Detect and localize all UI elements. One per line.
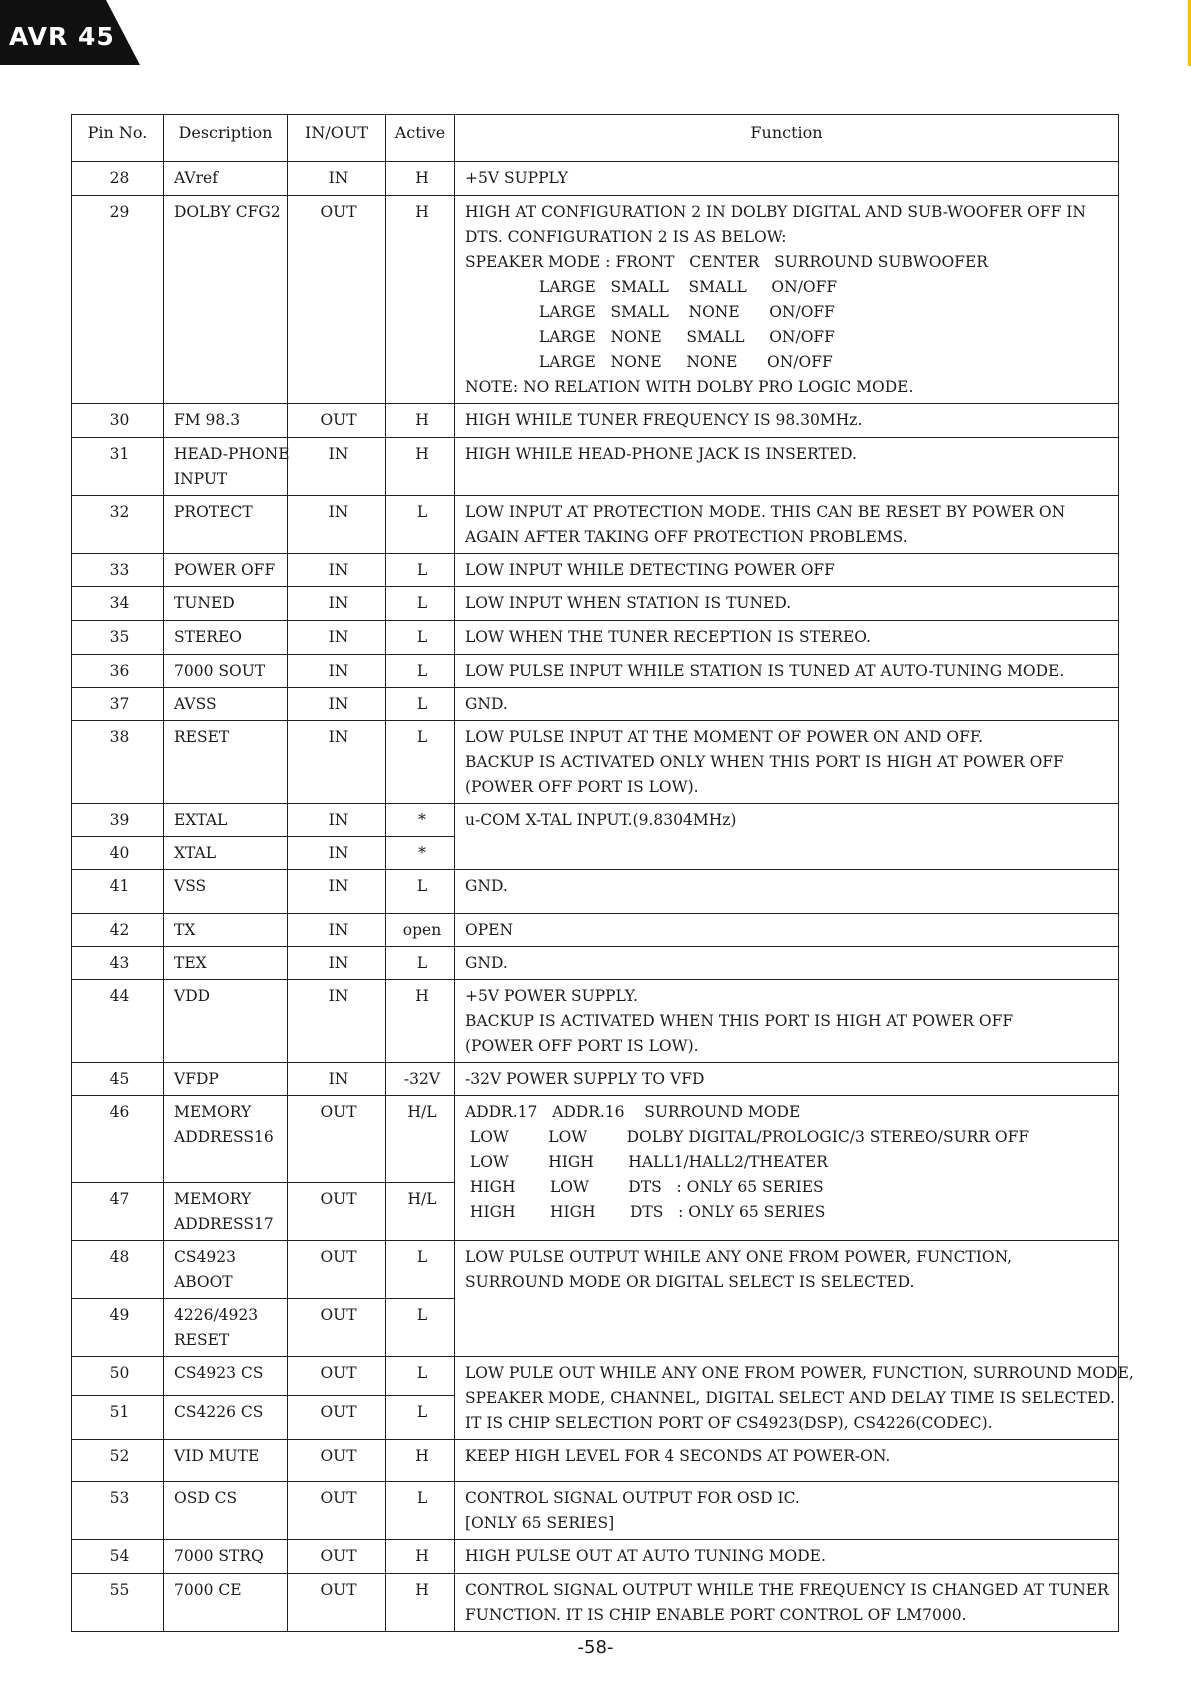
header-active: Active <box>386 115 455 162</box>
pin-number: 29 <box>72 196 164 404</box>
description-line: 7000 SOUT <box>174 662 266 680</box>
function-line: AGAIN AFTER TAKING OFF PROTECTION PROBLEMS. <box>465 528 908 546</box>
function-line: LOW PULSE OUTPUT WHILE ANY ONE FROM POWER, FUNCTION, <box>465 1248 1013 1266</box>
description-line: RESET <box>174 728 230 746</box>
pin-description <box>164 587 288 621</box>
pin-active-level: L <box>386 947 455 980</box>
pin-function <box>455 1096 1119 1241</box>
pin-direction: OUT <box>288 1096 386 1183</box>
pin-active-level: H <box>386 1440 455 1482</box>
function-line: HIGH PULSE OUT AT AUTO TUNING MODE. <box>465 1547 826 1565</box>
pin-active-level: H/L <box>386 1096 455 1183</box>
pin-active-level: -32V <box>386 1063 455 1096</box>
pin-active-level: L <box>386 1396 455 1440</box>
function-line: LOW WHEN THE TUNER RECEPTION IS STEREO. <box>465 628 871 646</box>
pin-function <box>455 1574 1119 1632</box>
pin-direction: OUT <box>288 1299 386 1357</box>
table-row <box>72 870 1119 914</box>
pin-description <box>164 1063 288 1096</box>
description-line: PROTECT <box>174 503 253 521</box>
pin-direction: OUT <box>288 1482 386 1540</box>
function-line: GND. <box>465 695 508 713</box>
function-line: LARGE SMALL SMALL ON/OFF <box>465 278 838 296</box>
pin-description <box>164 162 288 196</box>
pin-function <box>455 721 1119 804</box>
pin-function <box>455 980 1119 1063</box>
table-row <box>72 404 1119 438</box>
function-line: DTS. CONFIGURATION 2 IS AS BELOW: <box>465 228 787 246</box>
pin-active-level: L <box>386 1357 455 1396</box>
pin-active-level: H <box>386 162 455 196</box>
function-line: +5V POWER SUPPLY. <box>465 987 638 1005</box>
pin-number: 50 <box>72 1357 164 1396</box>
pin-active-level: L <box>386 655 455 688</box>
pin-direction: IN <box>288 870 386 914</box>
model-label: AVR 45 <box>9 22 115 51</box>
function-line: HIGH HIGH DTS : ONLY 65 SERIES <box>465 1203 826 1221</box>
pin-function <box>455 1440 1119 1482</box>
pin-description <box>164 196 288 404</box>
description-line: VSS <box>174 877 207 895</box>
pin-direction: OUT <box>288 1440 386 1482</box>
pin-direction: IN <box>288 947 386 980</box>
pin-active-level: * <box>386 804 455 837</box>
function-line: LOW LOW DOLBY DIGITAL/PROLOGIC/3 STEREO/SURR OFF <box>465 1128 1030 1146</box>
pin-active-level: H <box>386 1574 455 1632</box>
pin-description <box>164 496 288 554</box>
function-line: GND. <box>465 954 508 972</box>
pin-number: 46 <box>72 1096 164 1183</box>
pin-direction: IN <box>288 837 386 870</box>
description-line: MEMORY <box>174 1190 252 1208</box>
pin-function <box>455 1482 1119 1540</box>
pin-number: 42 <box>72 914 164 947</box>
pin-number: 45 <box>72 1063 164 1096</box>
table-row <box>72 1096 1119 1183</box>
table-row <box>72 804 1119 837</box>
pin-direction: OUT <box>288 1540 386 1574</box>
pin-function <box>455 587 1119 621</box>
pin-description <box>164 870 288 914</box>
function-line: KEEP HIGH LEVEL FOR 4 SECONDS AT POWER-ON. <box>465 1447 891 1465</box>
description-line: FM 98.3 <box>174 411 241 429</box>
description-line: TX <box>174 921 196 939</box>
pin-description <box>164 804 288 837</box>
description-line: HEAD-PHONE <box>174 445 290 463</box>
table-row <box>72 1482 1119 1540</box>
table-row <box>72 1063 1119 1096</box>
function-line: LOW INPUT WHILE DETECTING POWER OFF <box>465 561 835 579</box>
pin-function <box>455 621 1119 655</box>
pin-number: 28 <box>72 162 164 196</box>
pin-number: 44 <box>72 980 164 1063</box>
function-line: HIGH WHILE HEAD-PHONE JACK IS INSERTED. <box>465 445 857 463</box>
header-description: Description <box>164 115 288 162</box>
table-row <box>72 1241 1119 1299</box>
pin-description <box>164 404 288 438</box>
pin-active-level: H <box>386 196 455 404</box>
description-line: INPUT <box>174 470 228 488</box>
pin-description <box>164 980 288 1063</box>
table-row <box>72 496 1119 554</box>
function-line: BACKUP IS ACTIVATED ONLY WHEN THIS PORT IS HIGH AT POWER OFF <box>465 753 1064 771</box>
function-line: LOW PULSE INPUT WHILE STATION IS TUNED AT AUTO-TUNING MODE. <box>465 662 1065 680</box>
description-line: 7000 STRQ <box>174 1547 264 1565</box>
pin-description <box>164 1482 288 1540</box>
function-line: LOW PULE OUT WHILE ANY ONE FROM POWER, FUNCTION, SURROUND MODE, <box>465 1364 1134 1382</box>
function-line: NOTE: NO RELATION WITH DOLBY PRO LOGIC MODE. <box>465 378 914 396</box>
pin-direction: IN <box>288 162 386 196</box>
pin-description <box>164 438 288 496</box>
pin-description <box>164 947 288 980</box>
pin-number: 34 <box>72 587 164 621</box>
description-line: AVSS <box>174 695 217 713</box>
function-line: [ONLY 65 SERIES] <box>465 1514 615 1532</box>
description-line: VFDP <box>174 1070 219 1088</box>
pin-function <box>455 438 1119 496</box>
pin-description <box>164 1440 288 1482</box>
function-line: +5V SUPPLY <box>465 169 569 187</box>
pin-number: 37 <box>72 688 164 721</box>
pin-description <box>164 721 288 804</box>
pin-description <box>164 837 288 870</box>
pin-number: 43 <box>72 947 164 980</box>
pin-description <box>164 554 288 587</box>
function-line: LOW INPUT AT PROTECTION MODE. THIS CAN BE RESET BY POWER ON <box>465 503 1066 521</box>
function-line: LARGE NONE SMALL ON/OFF <box>465 328 835 346</box>
pin-description <box>164 1540 288 1574</box>
pin-direction: OUT <box>288 404 386 438</box>
pin-number: 33 <box>72 554 164 587</box>
pin-active-level: * <box>386 837 455 870</box>
description-line: MEMORY <box>174 1103 252 1121</box>
function-line: IT IS CHIP SELECTION PORT OF CS4923(DSP), CS4226(CODEC). <box>465 1414 993 1432</box>
page-number: -58- <box>577 1637 614 1658</box>
function-line: HIGH AT CONFIGURATION 2 IN DOLBY DIGITAL AND SUB-WOOFER OFF IN <box>465 203 1086 221</box>
pin-number: 54 <box>72 1540 164 1574</box>
function-line: CONTROL SIGNAL OUTPUT FOR OSD IC. <box>465 1489 800 1507</box>
function-line: (POWER OFF PORT IS LOW). <box>465 778 699 796</box>
pin-function <box>455 914 1119 947</box>
pin-number: 38 <box>72 721 164 804</box>
pin-function <box>455 688 1119 721</box>
pin-direction: IN <box>288 587 386 621</box>
header-pin-no: Pin No. <box>72 115 164 162</box>
pin-active-level: L <box>386 1482 455 1540</box>
pin-number: 47 <box>72 1183 164 1241</box>
function-line: LARGE NONE NONE ON/OFF <box>465 353 833 371</box>
description-line: AVref <box>174 169 218 187</box>
pin-number: 51 <box>72 1396 164 1440</box>
function-line: LOW PULSE INPUT AT THE MOMENT OF POWER ON AND OFF. <box>465 728 984 746</box>
pin-function <box>455 404 1119 438</box>
pin-number: 36 <box>72 655 164 688</box>
pin-description <box>164 1357 288 1396</box>
pin-function-table <box>71 114 1134 1632</box>
description-line: DOLBY CFG2 <box>174 203 281 221</box>
table-row <box>72 947 1119 980</box>
table-row <box>72 1540 1119 1574</box>
table-row <box>72 914 1119 947</box>
pin-active-level: H <box>386 438 455 496</box>
pin-function <box>455 1241 1119 1357</box>
pin-number: 41 <box>72 870 164 914</box>
function-line: LOW HIGH HALL1/HALL2/THEATER <box>465 1153 828 1171</box>
pin-description <box>164 1183 288 1241</box>
table-row <box>72 438 1119 496</box>
pin-active-level: H/L <box>386 1183 455 1241</box>
description-line: CS4923 <box>174 1248 236 1266</box>
pin-active-level: L <box>386 1241 455 1299</box>
table-row <box>72 688 1119 721</box>
pin-number: 48 <box>72 1241 164 1299</box>
description-line: CS4923 CS <box>174 1364 264 1382</box>
pin-function <box>455 1063 1119 1096</box>
table-row <box>72 587 1119 621</box>
pin-direction: IN <box>288 496 386 554</box>
function-line: LARGE SMALL NONE ON/OFF <box>465 303 835 321</box>
pin-active-level: H <box>386 404 455 438</box>
pin-active-level: L <box>386 621 455 655</box>
pin-number: 52 <box>72 1440 164 1482</box>
pin-active-level: open <box>386 914 455 947</box>
pin-direction: IN <box>288 688 386 721</box>
description-line: XTAL <box>174 844 217 862</box>
pin-direction: IN <box>288 721 386 804</box>
pin-direction: OUT <box>288 1241 386 1299</box>
pin-description <box>164 914 288 947</box>
description-line: EXTAL <box>174 811 228 829</box>
table-row <box>72 1357 1119 1396</box>
pin-function <box>455 1540 1119 1574</box>
pin-direction: IN <box>288 914 386 947</box>
pin-number: 39 <box>72 804 164 837</box>
description-line: ADDRESS17 <box>174 1215 274 1233</box>
pin-direction: IN <box>288 621 386 655</box>
pin-function <box>455 804 1119 870</box>
pin-direction: IN <box>288 980 386 1063</box>
pin-function <box>455 1357 1134 1440</box>
function-line: LOW INPUT WHEN STATION IS TUNED. <box>465 594 792 612</box>
function-line: ADDR.17 ADDR.16 SURROUND MODE <box>465 1103 801 1121</box>
pin-number: 35 <box>72 621 164 655</box>
pin-active-level: L <box>386 554 455 587</box>
description-line: TEX <box>174 954 207 972</box>
pin-active-level: L <box>386 1299 455 1357</box>
pin-active-level: L <box>386 688 455 721</box>
function-line: HIGH LOW DTS : ONLY 65 SERIES <box>465 1178 824 1196</box>
pin-direction: OUT <box>288 1357 386 1396</box>
pin-active-level: H <box>386 980 455 1063</box>
description-line: TUNED <box>174 594 235 612</box>
table-row <box>72 980 1119 1063</box>
model-badge <box>0 0 140 65</box>
function-line: SPEAKER MODE : FRONT CENTER SURROUND SUBWOOFER <box>465 253 988 271</box>
table-header-row <box>72 115 1119 162</box>
pin-number: 30 <box>72 404 164 438</box>
pin-number: 40 <box>72 837 164 870</box>
pin-direction: IN <box>288 804 386 837</box>
pin-direction: IN <box>288 554 386 587</box>
pin-active-level: L <box>386 870 455 914</box>
description-line: POWER OFF <box>174 561 276 579</box>
pin-description <box>164 655 288 688</box>
description-line: VDD <box>174 987 211 1005</box>
table-row <box>72 1574 1119 1632</box>
pin-active-level: L <box>386 721 455 804</box>
table-row <box>72 721 1119 804</box>
table-row <box>72 554 1119 587</box>
description-line: 4226/4923 <box>174 1306 259 1324</box>
pin-number: 49 <box>72 1299 164 1357</box>
function-line: CONTROL SIGNAL OUTPUT WHILE THE FREQUENCY IS CHANGED AT TUNER <box>465 1581 1109 1599</box>
pin-function <box>455 947 1119 980</box>
pin-number: 32 <box>72 496 164 554</box>
pin-function <box>455 655 1119 688</box>
pin-number: 55 <box>72 1574 164 1632</box>
table-body <box>72 162 1134 1632</box>
table-row <box>72 655 1119 688</box>
pin-description <box>164 1574 288 1632</box>
pin-direction: OUT <box>288 196 386 404</box>
function-line: -32V POWER SUPPLY TO VFD <box>465 1070 705 1088</box>
pin-direction: IN <box>288 438 386 496</box>
function-line: (POWER OFF PORT IS LOW). <box>465 1037 699 1055</box>
pin-description <box>164 1299 288 1357</box>
header-in-out: IN/OUT <box>288 115 386 162</box>
pin-direction: IN <box>288 655 386 688</box>
pin-description <box>164 1096 288 1183</box>
function-line: FUNCTION. IT IS CHIP ENABLE PORT CONTROL OF LM7000. <box>465 1606 967 1624</box>
table-row <box>72 162 1119 196</box>
description-line: CS4226 CS <box>174 1403 264 1422</box>
description-line: STEREO <box>174 628 242 646</box>
pin-function <box>455 870 1119 914</box>
pin-description <box>164 688 288 721</box>
pin-active-level: H <box>386 1540 455 1574</box>
function-line: u-COM X-TAL INPUT.(9.8304MHz) <box>465 811 737 829</box>
function-line: SURROUND MODE OR DIGITAL SELECT IS SELECTED. <box>465 1273 915 1291</box>
function-line: BACKUP IS ACTIVATED WHEN THIS PORT IS HIGH AT POWER OFF <box>465 1012 1014 1030</box>
pin-description <box>164 1241 288 1299</box>
description-line: OSD CS <box>174 1489 238 1507</box>
description-line: RESET <box>174 1331 230 1349</box>
description-line: 7000 CE <box>174 1581 242 1599</box>
table-row <box>72 196 1119 404</box>
pin-active-level: L <box>386 496 455 554</box>
pin-direction: IN <box>288 1063 386 1096</box>
function-line: HIGH WHILE TUNER FREQUENCY IS 98.30MHz. <box>465 411 863 429</box>
description-line: VID MUTE <box>174 1447 260 1465</box>
description-line: ADDRESS16 <box>174 1128 274 1146</box>
pin-function <box>455 554 1119 587</box>
function-line: SPEAKER MODE, CHANNEL, DIGITAL SELECT AND DELAY TIME IS SELECTED. <box>465 1389 1115 1407</box>
header-function: Function <box>455 115 1119 162</box>
pin-number: 31 <box>72 438 164 496</box>
pin-direction: OUT <box>288 1396 386 1440</box>
pin-number: 53 <box>72 1482 164 1540</box>
pin-description <box>164 621 288 655</box>
pin-function <box>455 496 1119 554</box>
pin-function <box>455 162 1119 196</box>
description-line: ABOOT <box>174 1273 233 1291</box>
pin-direction: OUT <box>288 1574 386 1632</box>
function-line: OPEN <box>465 921 514 939</box>
function-line: GND. <box>465 877 508 895</box>
pin-function <box>455 196 1119 404</box>
table-row <box>72 621 1119 655</box>
pin-direction: OUT <box>288 1183 386 1241</box>
pin-description <box>164 1396 288 1440</box>
pin-active-level: L <box>386 587 455 621</box>
table-row <box>72 1440 1119 1482</box>
